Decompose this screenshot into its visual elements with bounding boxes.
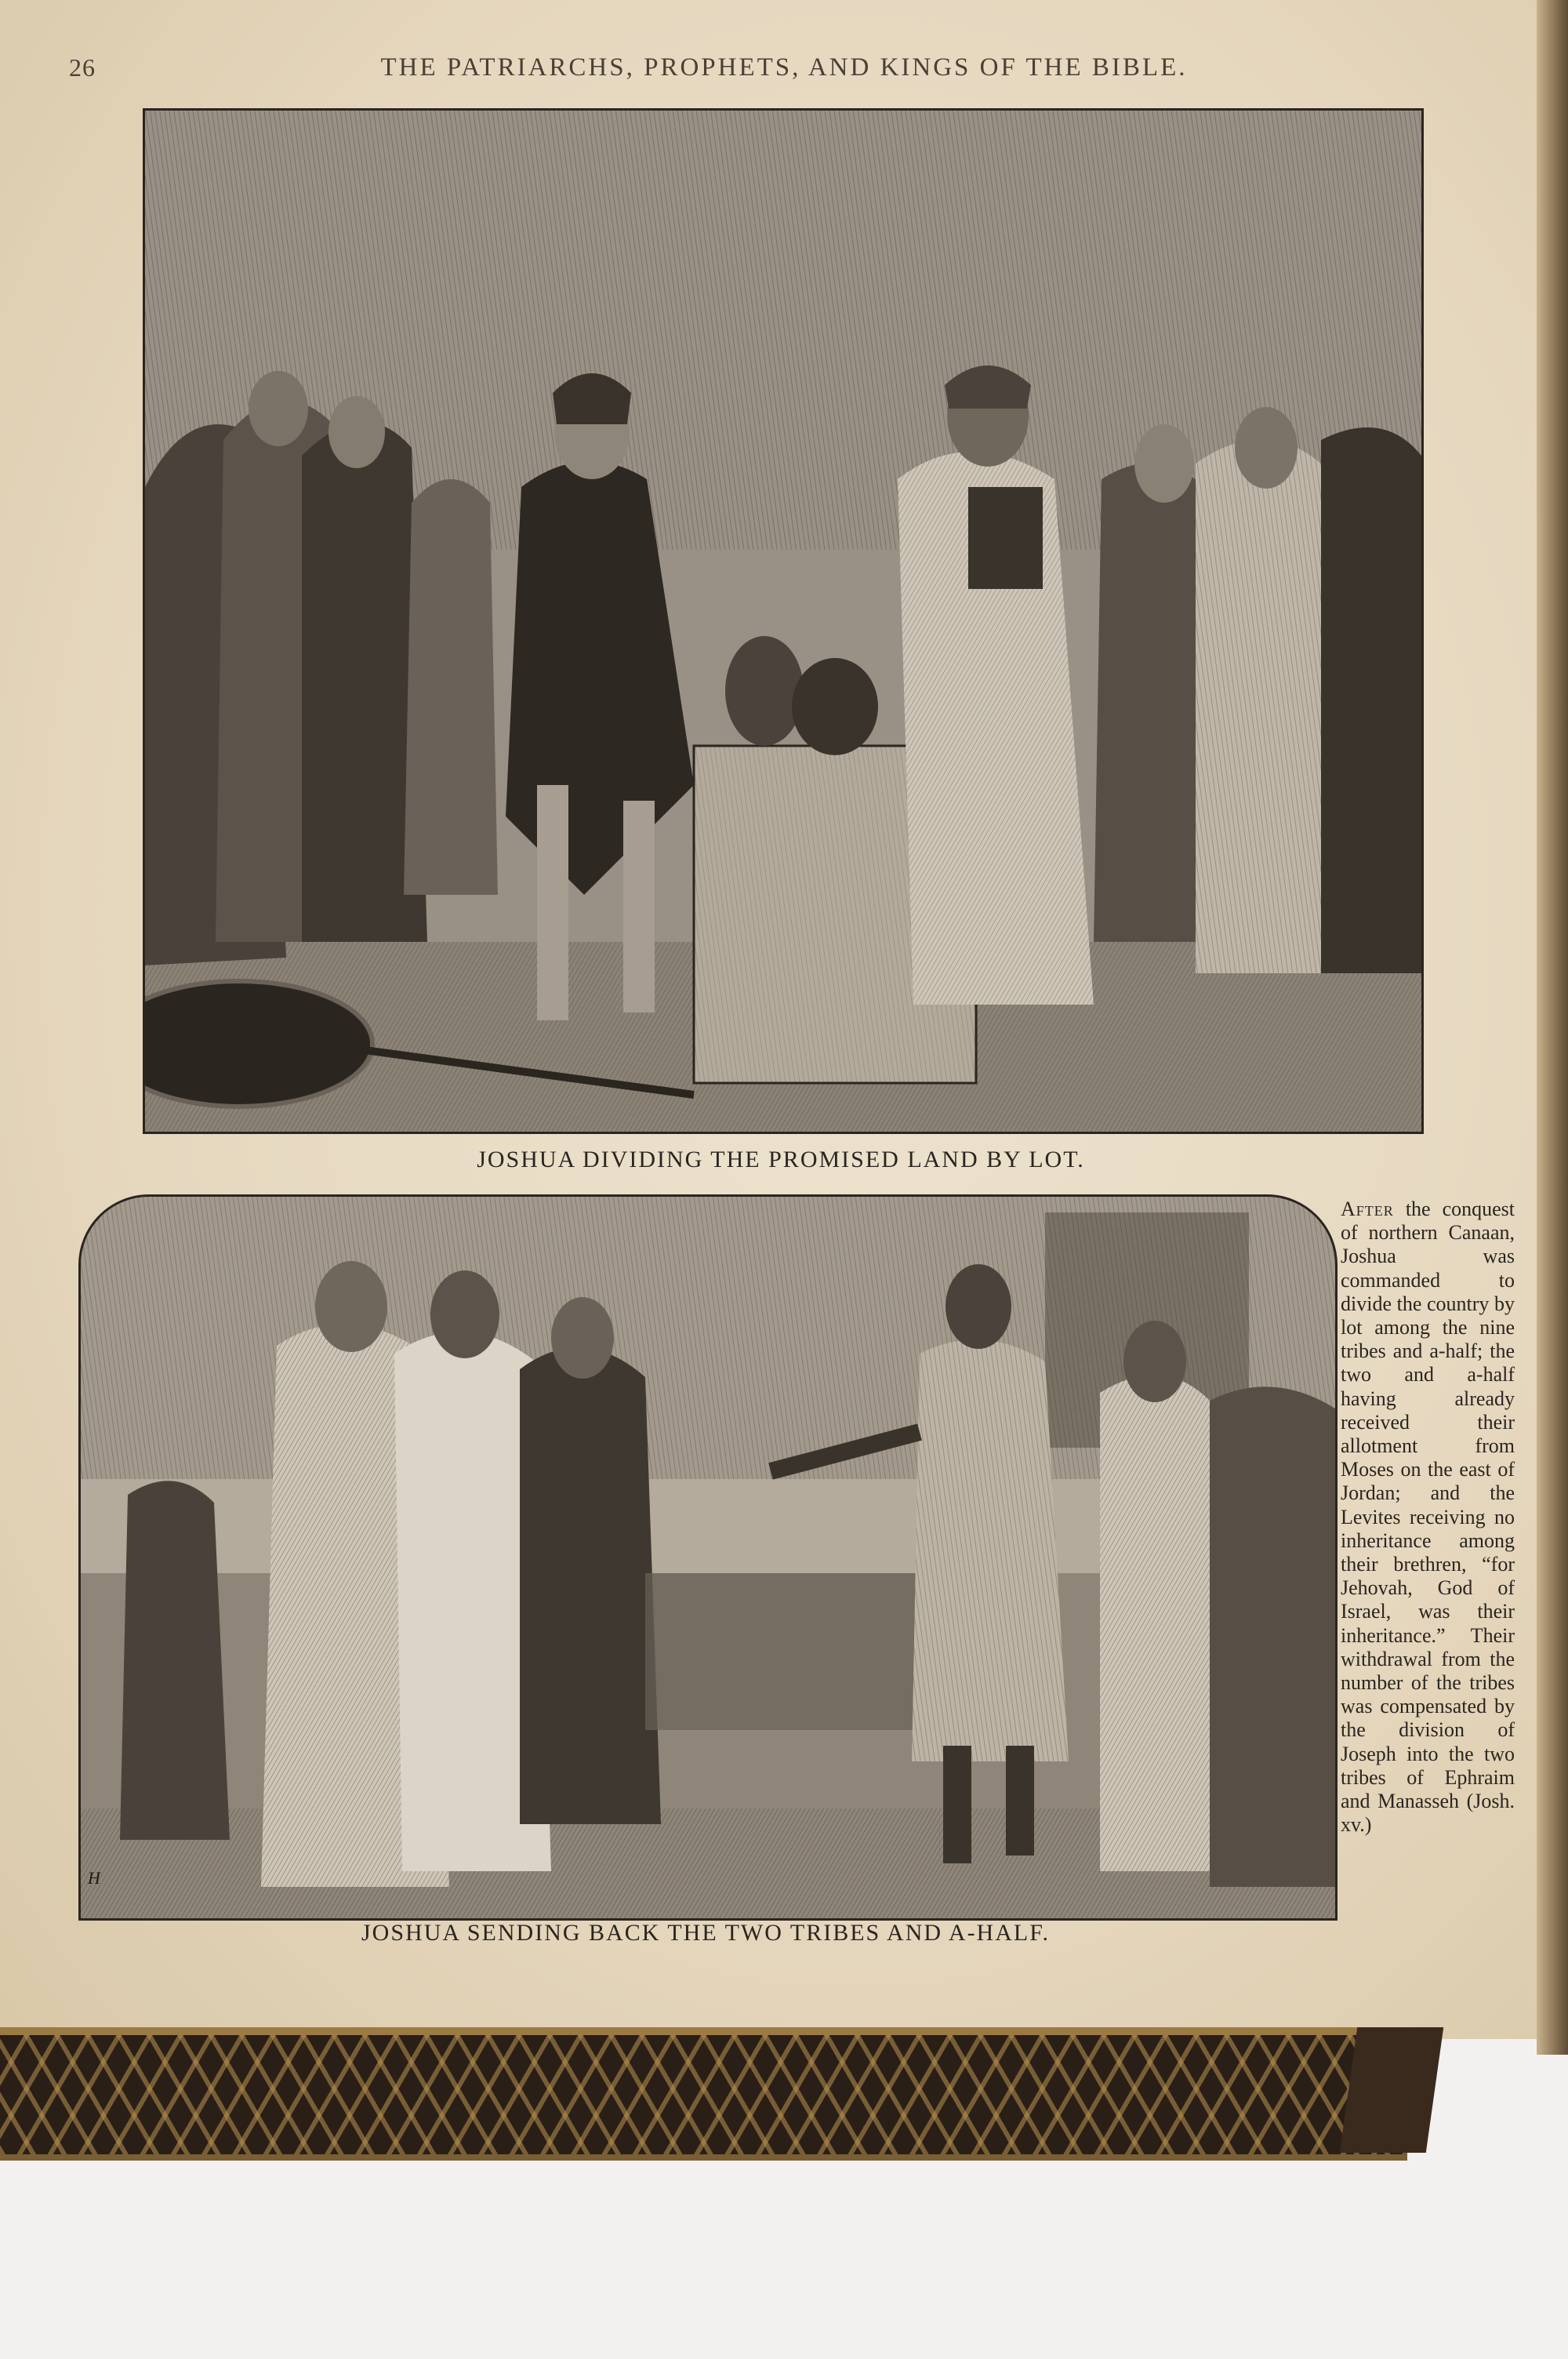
engraving-scene-top bbox=[145, 111, 1421, 1132]
caption-bottom: JOSHUA SENDING BACK THE TWO TRIBES AND A-HALF. bbox=[361, 1920, 1050, 1946]
sidebar-body: the conquest of northern Canaan, Joshua was commanded to divide the country by lot among the nine tribes and a-half; the two and a-half having already received their allotment from Moses on the east of Jordan; and the Levites receiving no inheritance among their brethren, “for Jehovah, God of Israel, was their inheritance.” Their withdrawal from the number of the tribes was compensated by the division of Joseph into the two tribes of Ephraim and Manasseh (Josh. xv.) bbox=[1341, 1198, 1515, 1837]
running-head: THE PATRIARCHS, PROPHETS, AND KINGS OF THE BIBLE. bbox=[380, 53, 1188, 82]
caption-top: JOSHUA DIVIDING THE PROMISED LAND BY LOT. bbox=[477, 1147, 1085, 1172]
engraver-monogram: H bbox=[88, 1868, 100, 1888]
engraving-scene-bottom bbox=[81, 1197, 1335, 1918]
sidebar-text-column bbox=[1341, 1198, 1515, 1837]
binding-tear bbox=[1340, 2027, 1443, 2153]
page-edge bbox=[1537, 0, 1568, 2055]
illustration-joshua-sending-back bbox=[78, 1194, 1338, 1921]
book-binding-edge bbox=[0, 2027, 1407, 2161]
illustration-joshua-dividing-land bbox=[143, 108, 1424, 1134]
sidebar-lead-word: After bbox=[1341, 1198, 1394, 1220]
page-number: 26 bbox=[69, 53, 96, 82]
